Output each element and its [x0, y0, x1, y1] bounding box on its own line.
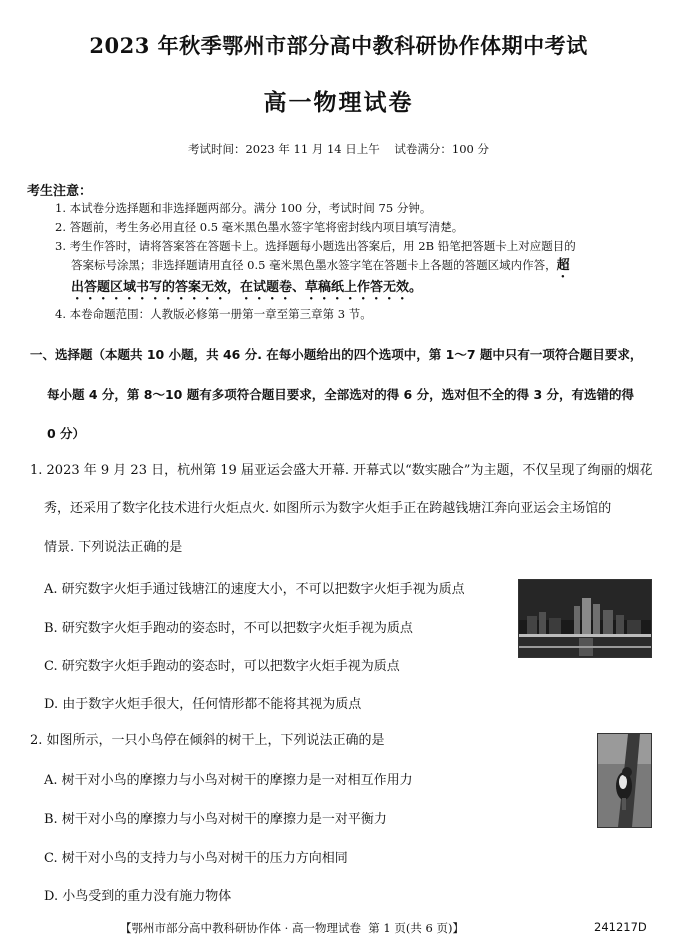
paper-code: 241217D [594, 920, 647, 934]
question-2-option-c: C. 树干对小鸟的支持力与小鸟对树干的压力方向相同 [44, 851, 348, 866]
question-1-option-a: A. 研究数字火炬手通过钱塘江的速度大小，不可以把数字火炬手视为质点 [44, 582, 465, 597]
notice-item-4: 4. 本卷命题范围：人教版必修第一册第一章至第三章第 3 节。 [55, 307, 372, 321]
exam-title: 2023 年秋季鄂州市部分高中教科研协作体期中考试 [89, 33, 588, 58]
notice-item-3: 3. 考生作答时，请将答案答在答题卡上。选择题每小题选出答案后，用 2B 铅笔把答题卡上对应题目的 [55, 239, 576, 253]
question-2-stem: 2. 如图所示，一只小鸟停在倾斜的树干上，下列说法正确的是 [30, 733, 385, 748]
notice-item-3-continued [71, 256, 651, 281]
notice-emphasis: 出答题区域书写的答案无效，在试题卷、草稿纸上作答无效。 [71, 280, 423, 295]
question-1-line-1: 1. 2023 年 9 月 23 日，杭州第 19 届亚运会盛大开幕. 开幕式以“数实融合”为主题，不仅呈现了绚丽的烟花 [30, 463, 653, 478]
notice-emphasis-start: 超 [556, 258, 570, 273]
bird-on-tree-photo [597, 733, 652, 828]
exam-info: 考试时间：2023 年 11 月 14 日上午 试卷满分：100 分 [187, 142, 490, 156]
section-heading-line-1: 一、选择题（本题共 10 小题，共 46 分. 在每小题给出的四个选项中，第 1～7 题中只有一项符合题目要求， [30, 347, 643, 362]
question-2-option-d: D. 小鸟受到的重力没有施力物体 [44, 889, 232, 904]
subject-title: 高一物理试卷 [263, 89, 414, 116]
question-2-option-b: B. 树干对小鸟的摩擦力与小鸟对树干的摩擦力是一对平衡力 [44, 812, 387, 827]
notice-heading: 考生注意： [27, 184, 93, 199]
question-1-option-d: D. 由于数字火炬手很大，任何情形都不能将其视为质点 [44, 697, 362, 712]
question-1-option-c: C. 研究数字火炬手跑动的姿态时，可以把数字火炬手视为质点 [44, 659, 400, 674]
page-footer: 【鄂州市部分高中教科研协作体 · 高一物理试卷 第 1 页(共 6 页)】 [120, 921, 465, 935]
question-1-line-3: 情景. 下列说法正确的是 [44, 540, 183, 555]
question-2-option-a: A. 树干对小鸟的摩擦力与小鸟对树干的摩擦力是一对相互作用力 [44, 773, 413, 788]
notice-item-2: 2. 答题前，考生务必用直径 0.5 毫米黑色墨水签字笔将密封线内项目填写清楚。 [55, 220, 464, 234]
notice-item-3-text: 答案标号涂黑；非选择题请用直径 0.5 毫米黑色墨水签字笔在答题卡上各题的答题区域内作答， [71, 258, 557, 272]
question-1-line-2: 秀，还采用了数字化技术进行火炬点火. 如图所示为数字火炬手正在跨越钱塘江奔向亚运会主场馆的 [44, 501, 612, 516]
bird-on-tree-graphic [598, 734, 651, 827]
section-heading-line-3: 0 分） [47, 426, 86, 441]
night-skyline-photo [518, 579, 652, 658]
question-1-option-b: B. 研究数字火炬手跑动的姿态时，不可以把数字火炬手视为质点 [44, 621, 413, 636]
night-skyline-graphic [519, 580, 651, 657]
notice-item-1: 1. 本试卷分选择题和非选择题两部分。满分 100 分，考试时间 75 分钟。 [55, 201, 432, 215]
section-heading-line-2: 每小题 4 分，第 8～10 题有多项符合题目要求，全部选对的得 6 分，选对但不全的得 3 分，有选错的得 [47, 387, 635, 402]
